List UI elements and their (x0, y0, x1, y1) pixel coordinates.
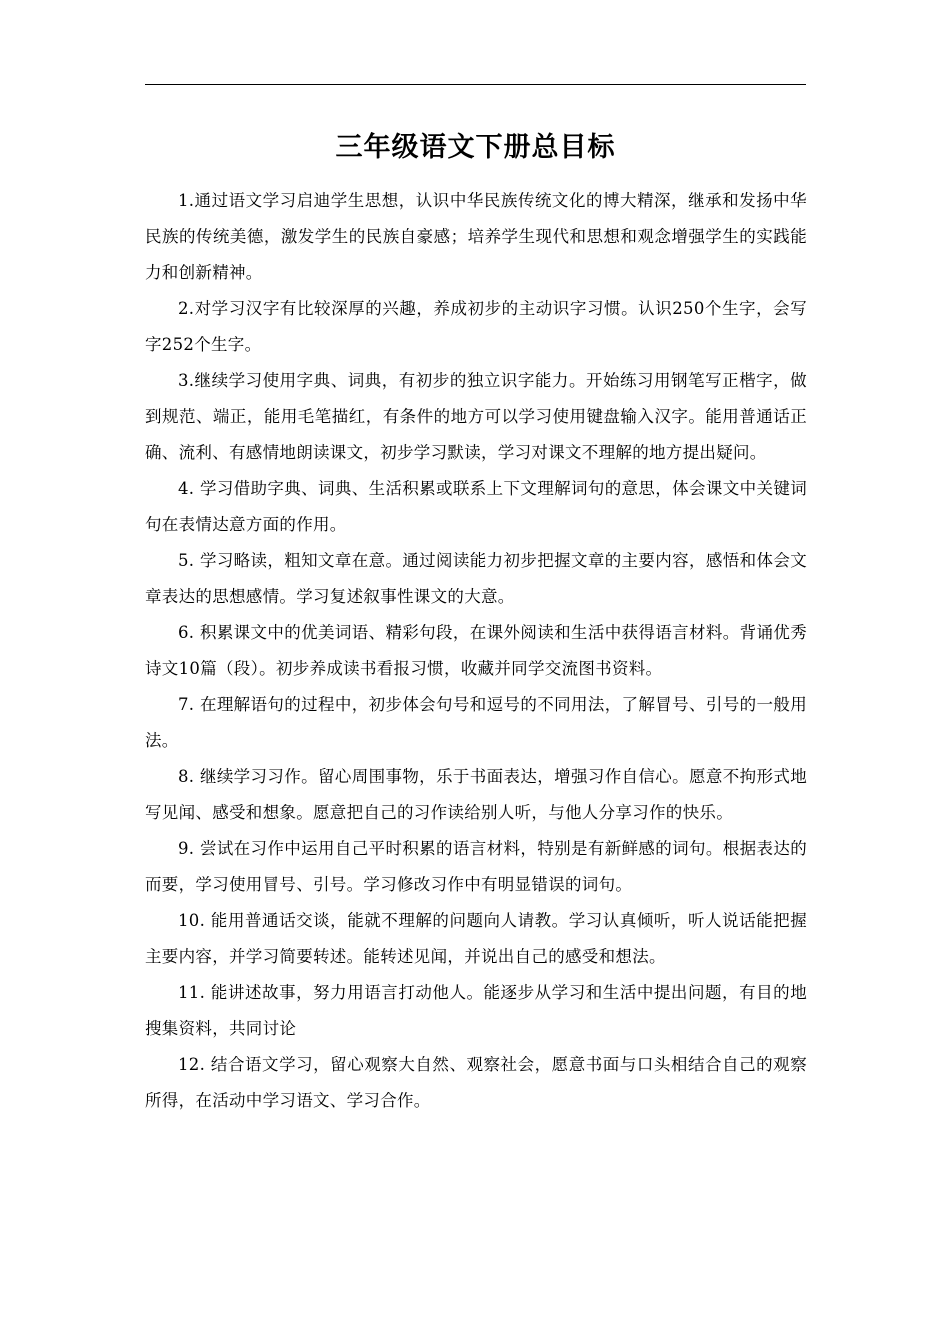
paragraph-8: 8. 继续学习习作。留心周围事物，乐于书面表达，增强习作自信心。愿意不拘形式地写见闻、感受和想象。愿意把自己的习作读给别人听，与他人分享习作的快乐。 (145, 767, 807, 822)
paragraph-7: 7. 在理解语句的过程中，初步体会句号和逗号的不同用法，了解冒号、引号的一般用法。 (145, 695, 807, 750)
paragraph-6: 6. 积累课文中的优美词语、精彩句段，在课外阅读和生活中获得语言材料。背诵优秀诗文10篇（段）。初步养成读书看报习惯，收藏并同学交流图书资料。 (145, 623, 807, 678)
paragraph-11: 11. 能讲述故事，努力用语言打动他人。能逐步从学习和生活中提出问题，有目的地搜集资料，共同讨论 (145, 983, 807, 1038)
paragraph-1: 1.通过语文学习启迪学生思想，认识中华民族传统文化的博大精深，继承和发扬中华民族的传统美德，激发学生的民族自豪感；培养学生现代和思想和观念增强学生的实践能力和创新精神。 (145, 191, 807, 282)
paragraph-5: 5. 学习略读，粗知文章在意。通过阅读能力初步把握文章的主要内容，感悟和体会文章表达的思想感情。学习复述叙事性课文的大意。 (145, 551, 807, 606)
paragraph-10: 10. 能用普通话交谈，能就不理解的问题向人请教。学习认真倾听，听人说话能把握主要内容，并学习简要转述。能转述见闻，并说出自己的感受和想法。 (145, 911, 807, 966)
document-title: 三年级语文下册总目标 (335, 132, 616, 163)
paragraph-2: 2.对学习汉字有比较深厚的兴趣，养成初步的主动识字习惯。认识250个生字，会写字252个生字。 (145, 299, 807, 354)
document-body (145, 183, 807, 1119)
paragraph-9: 9. 尝试在习作中运用自己平时积累的语言材料，特别是有新鲜感的词句。根据表达的而要，学习使用冒号、引号。学习修改习作中有明显错误的词句。 (145, 839, 807, 894)
paragraph-12: 12. 结合语文学习，留心观察大自然、观察社会，愿意书面与口头相结合自己的观察所得，在活动中学习语文、学习合作。 (145, 1055, 807, 1110)
header-rule (145, 84, 806, 85)
paragraph-3: 3.继续学习使用字典、词典，有初步的独立识字能力。开始练习用钢笔写正楷字，做到规范、端正，能用毛笔描红，有条件的地方可以学习使用键盘输入汉字。能用普通话正确、流利、有感情地朗读课文，初步学习默读，学习对课文不理解的地方提出疑问。 (145, 371, 807, 462)
paragraph-4: 4. 学习借助字典、词典、生活积累或联系上下文理解词句的意思，体会课文中关键词句在表情达意方面的作用。 (145, 479, 807, 534)
